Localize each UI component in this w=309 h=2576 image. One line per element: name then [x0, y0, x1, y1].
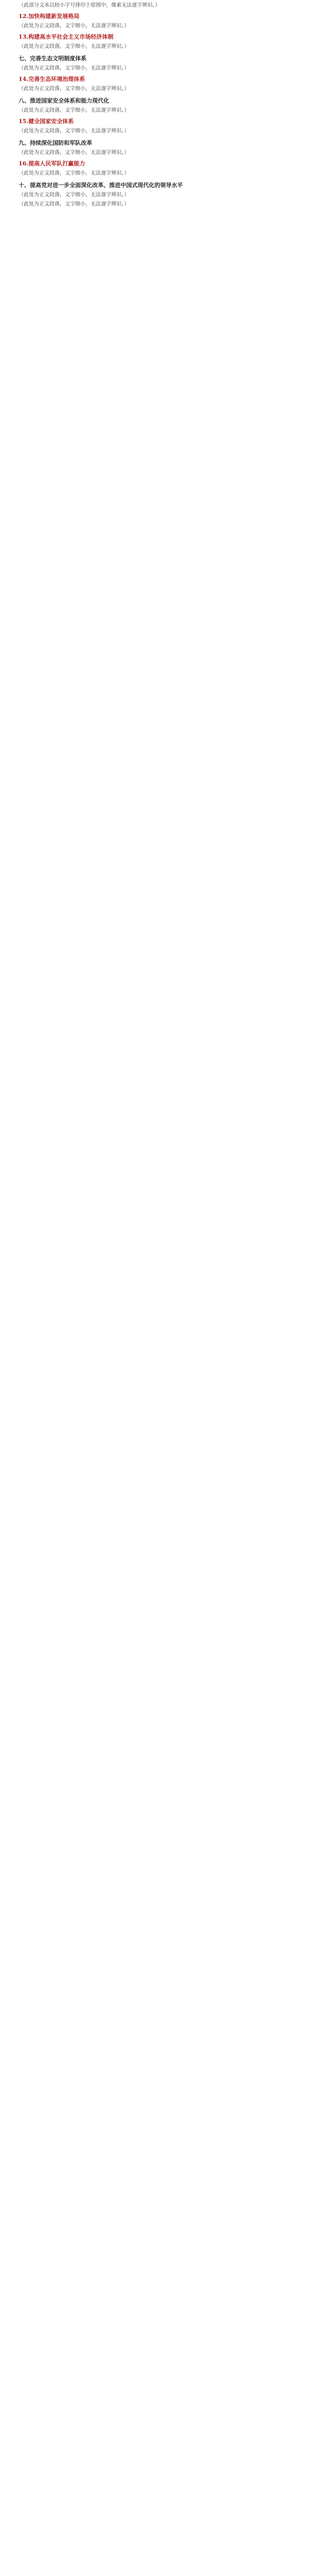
text-block: [8, 43, 301, 50]
text-block: [8, 160, 301, 168]
paragraph: （此处为正文段落，文字细小，无法逐字辨识。）: [19, 86, 129, 92]
paragraph: （此处为正文段落，文字细小，无法逐字辨识。）: [19, 201, 129, 207]
text-block: [8, 2, 301, 9]
major-heading: 八、推进国家安全体系和能力现代化: [19, 97, 109, 104]
text-block: [8, 65, 301, 72]
paragraph: （此处为正文段落，文字细小，无法逐字辨识。）: [19, 65, 129, 71]
section-heading: 14.完善生态环境治理体系: [19, 76, 85, 82]
section-heading: 12.加快构建新发展格局: [19, 13, 80, 20]
text-block: [8, 117, 301, 126]
text-block: [8, 12, 301, 21]
paragraph: （此处为正文段落，文字细小，无法逐字辨识。）: [19, 108, 129, 113]
major-heading: 九、持续深化国防和军队改革: [19, 140, 92, 146]
text-block: [8, 170, 301, 177]
text-block: [8, 181, 301, 190]
text-block: [8, 107, 301, 114]
text-block: [8, 33, 301, 41]
text-block: [8, 201, 301, 208]
paragraph: （此处为正文段落，文字细小，无法逐字辨识。）: [19, 171, 129, 176]
section-heading: 13.构建高水平社会主义市场经济体制: [19, 33, 114, 40]
paragraph: （此部分文本以较小字号排印于原图中，像素无法逐字辨识。）: [19, 3, 160, 8]
text-block: [8, 55, 301, 63]
paragraph: （此处为正文段落，文字细小，无法逐字辨识。）: [19, 150, 129, 156]
paragraph: （此处为正文段落，文字细小，无法逐字辨识。）: [19, 23, 129, 29]
section-heading: 15.健全国家安全体系: [19, 118, 74, 125]
text-block: [8, 23, 301, 30]
major-heading: 十、提高党对进一步全面深化改革、推进中国式现代化的领导水平: [19, 182, 183, 189]
text-block: [8, 97, 301, 105]
text-block: [8, 192, 301, 199]
text-block: [8, 75, 301, 83]
paragraph: （此处为正文段落，文字细小，无法逐字辨识。）: [19, 128, 129, 134]
major-heading: 七、完善生态文明制度体系: [19, 55, 87, 62]
section-heading: 16.提高人民军队打赢能力: [19, 160, 85, 167]
text-block: [8, 149, 301, 157]
text-block: [8, 86, 301, 93]
document-body: [0, 0, 309, 215]
text-block: [8, 128, 301, 135]
paragraph: （此处为正文段落，文字细小，无法逐字辨识。）: [19, 192, 129, 198]
paragraph: （此处为正文段落，文字细小，无法逐字辨识。）: [19, 44, 129, 49]
text-block: [8, 139, 301, 147]
